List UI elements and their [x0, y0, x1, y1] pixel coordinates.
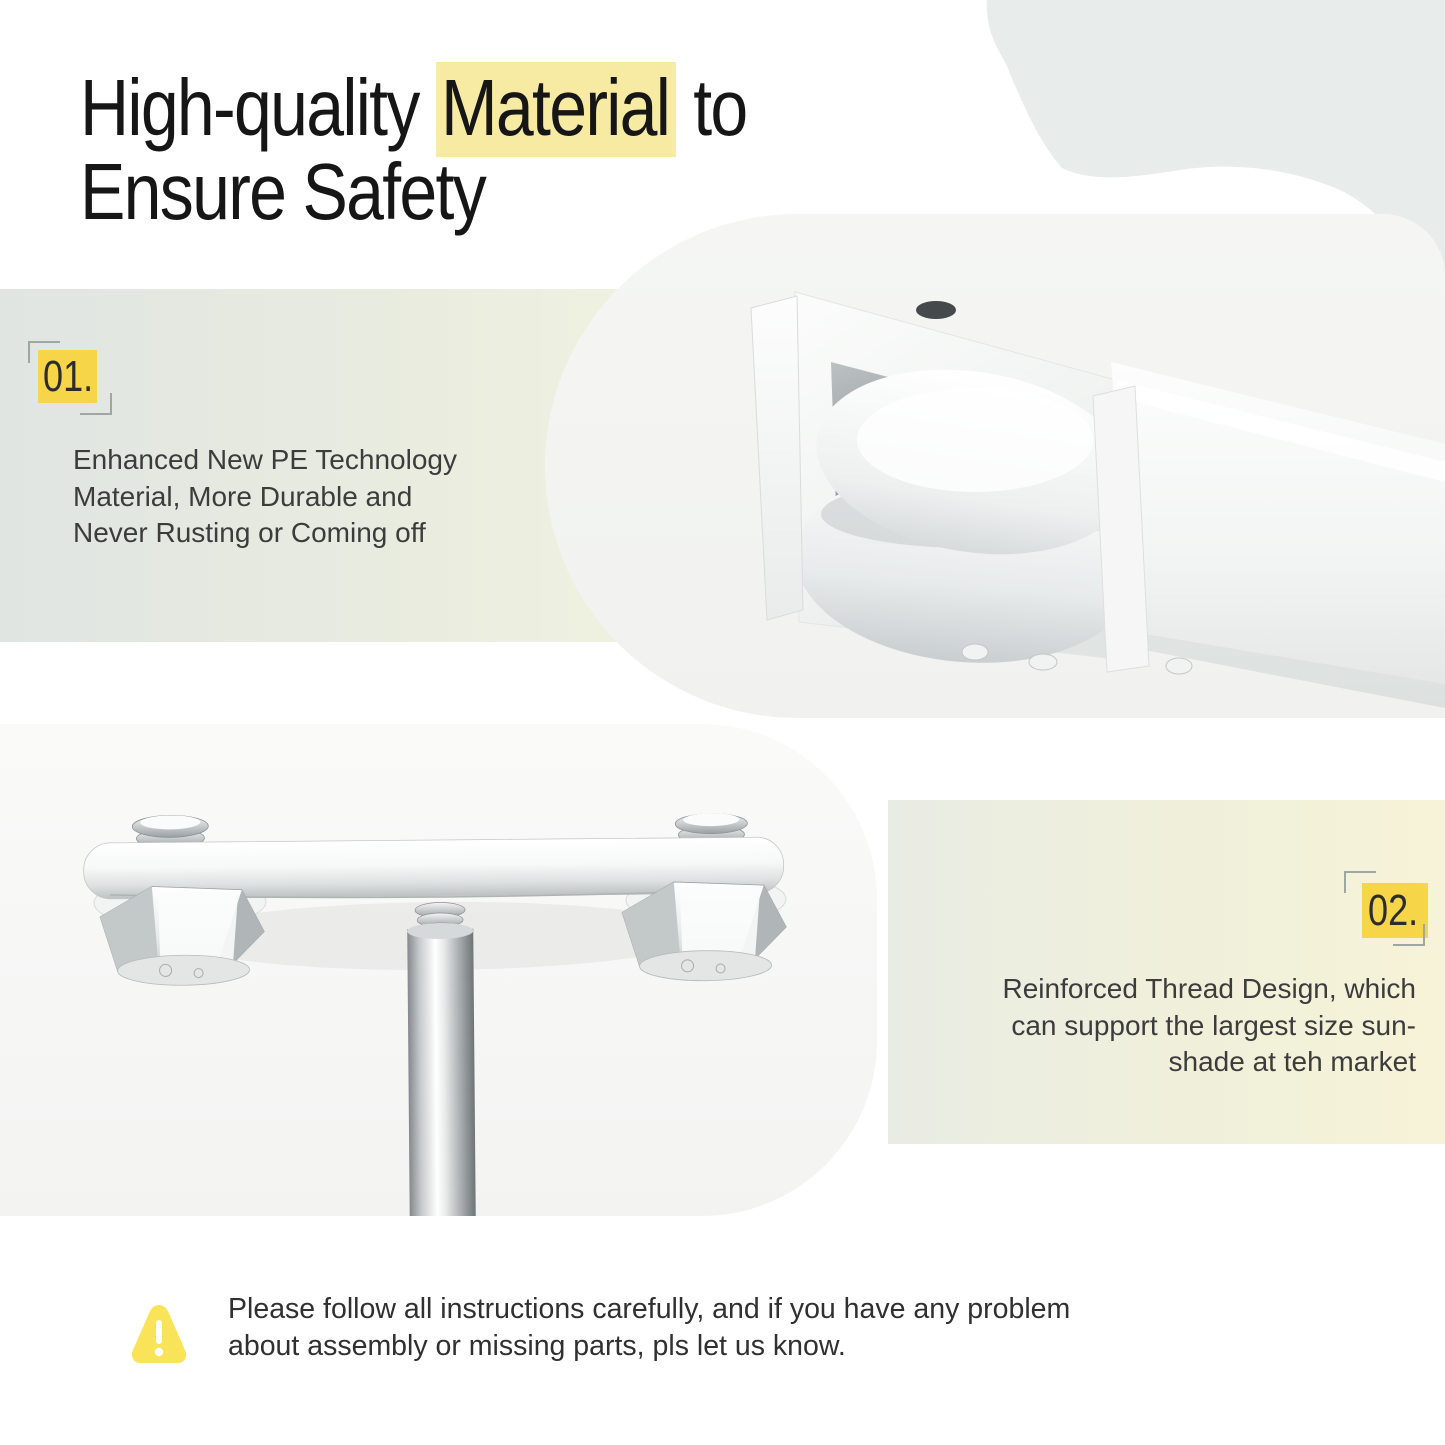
title-highlight: Material — [436, 62, 676, 157]
thread-bolt-photo — [0, 724, 877, 1216]
feature2-corner-bracket-bottomright — [1393, 924, 1425, 946]
bolt-photo-panel — [0, 724, 877, 1216]
feature1-corner-bracket-bottomright — [80, 393, 112, 415]
warning-triangle-icon — [130, 1302, 188, 1368]
warning-note: Please follow all instructions carefully, and if you have any problem about assembly or missing parts, pls let us know. — [228, 1293, 1071, 1362]
pulley-photo-capsule — [545, 214, 1445, 718]
title-line1: High-quality Material to — [80, 62, 747, 157]
page-title — [80, 63, 747, 236]
feature2-number-badge: 02. — [1362, 883, 1428, 938]
feature1-description: Enhanced New PE Technology Material, More Durable and Never Rusting or Coming off — [73, 444, 457, 548]
feature2-description: Reinforced Thread Design, which can support the largest size sun- shade at teh market — [1002, 973, 1416, 1077]
feature1-number-badge: 01. — [38, 350, 97, 403]
pulley-photo — [545, 214, 1445, 718]
title-line2: Ensure Safety — [80, 147, 486, 236]
